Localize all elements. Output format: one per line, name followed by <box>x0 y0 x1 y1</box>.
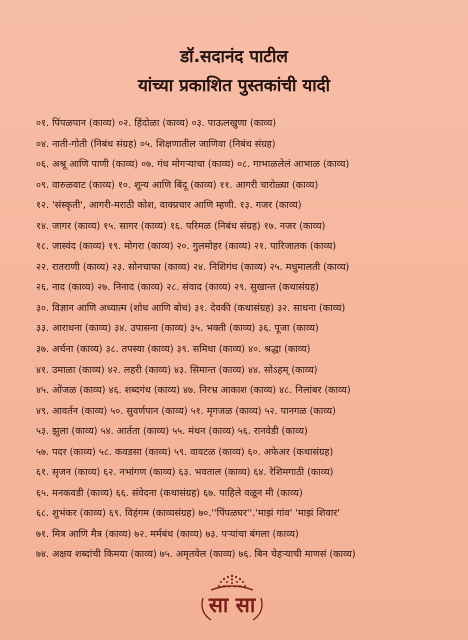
list-item: ६१. सृजन (काव्य) ६२. नभांगण (काव्य) ६३. भवताल (काव्य) ६४. रेशिमगाठी (काव्य) <box>36 467 334 479</box>
list-item: १२. 'संस्कृती', आगरी-मराठी कोश, वाक्प्रचार आणि म्हणी. १३. गजर (काव्य) <box>36 200 302 212</box>
list-item: ४५. ओंजळ (काव्य) ४६. शब्दगंध (काव्य) ४७. निरभ्र आकाश (काव्य) ४८. निलांबर (काव्य) <box>36 385 351 397</box>
list-item: २६. नाद (काव्य) २७. निनाद (काव्य) २८. संवाद (काव्य) २९. सुखान्त (कथासंग्रह) <box>36 282 319 294</box>
list-item: ०६. अश्रू आणि पाणी (काव्य) ०७. गंध मोगऱ्याचा (काव्य) ०८. गाभाळलेलं आभाळ (काव्य) <box>36 159 350 171</box>
logo-text: सा सा <box>208 593 256 617</box>
list-item: ०४. नाती-गोती (निबंध संग्रह) ०५. शिक्षणातील जाणिवा (निबंध संग्रह) <box>36 138 276 150</box>
book-list <box>36 114 464 566</box>
list-item: ७१. मित्र आणि मैत्र (काव्य) ७२. मर्मबंध (काव्य) ७३. पऱ्यांचा बंगला (काव्य) <box>36 528 299 540</box>
list-item: ३७. अर्चना (काव्य) ३८. तपस्या (काव्य) ३९. समिधा (काव्य) ४०. श्रद्धा (काव्य) <box>36 344 311 356</box>
list-item: ६८. शुभंकर (काव्य) ६९. विहंगम (काव्यसंग्रह) ७०.''पिंपळघर''.'माझं गांव' 'माझं शिवार' <box>36 508 340 520</box>
list-item: १८. जास्वंद (काव्य) १९. मोगरा (काव्य) २०. गुलमोहर (काव्य) २१. पारिजातक (काव्य) <box>36 241 337 253</box>
list-item: ५७. पदर (काव्य) ५८. कवडसा (काव्य) ५९. वावटळ (काव्य) ६०. अफेअर (कथासंग्रह) <box>36 446 334 458</box>
list-item: ३३. आराधना (काव्य) ३४. उपासना (काव्य) ३५. भक्ती (काव्य) ३६. पूजा (काव्य) <box>36 323 319 335</box>
list-item: ६५. मनकवडी (काव्य) ६६. संवेदना (कथासंग्रह) ६७. पाहिले वळून मी (काव्य) <box>36 487 303 499</box>
author-name: डॉ.सदानंद पाटील <box>180 47 288 67</box>
list-item: ४९. आवर्तन (काव्य) ५०. सुवर्णपान (काव्य) ५१. मृगजळ (काव्य) ५२. पानगळ (काव्य) <box>36 405 336 417</box>
list-item: ०९. वारुळवाट (काव्य) १०. शून्य आणि बिंदू (काव्य) ११. आगरी चारोळ्या (काव्य) <box>36 179 319 191</box>
publisher-logo <box>193 568 271 624</box>
list-item: ४१. उमाळा (काव्य) ४२. लहरी (काव्य) ४३. सिमान्त (काव्य) ४४. सोऽहम् (काव्य) <box>36 364 318 376</box>
list-heading: यांच्या प्रकाशित पुस्तकांची यादी <box>137 76 331 96</box>
list-item: ७४. अक्षय शब्दांची किमया (काव्य) ७५. अमृतवेल (काव्य) ७६. बिन चेहऱ्याची माणसं (काव्य) <box>36 549 356 561</box>
list-item: २२. रातराणी (काव्य) २३. सोनचाफा (काव्य) २४. निशिगंध (काव्य) २५. मधुमालती (काव्य) <box>36 261 350 273</box>
list-item: ३०. विज्ञान आणि अध्यात्म (शोध आणि बोध) ३१. देवकी (कथासंग्रह) ३२. साधना (काव्य) <box>36 302 346 314</box>
list-item: १४. जागर (काव्य) १५. सागर (काव्य) १६. परिमळ (निबंध संग्रह) १७. नजर (काव्य) <box>36 220 326 232</box>
list-item: ५३. झुला (काव्य) ५४. आर्तता (काव्य) ५५. मंथन (काव्य) ५६. रानवेडी (काव्य) <box>36 426 308 438</box>
list-item: ०१. पिंपळपान (काव्य) ०२. हिंदोळा (काव्य) ०३. पाऊलखुणा (काव्य) <box>36 118 277 129</box>
